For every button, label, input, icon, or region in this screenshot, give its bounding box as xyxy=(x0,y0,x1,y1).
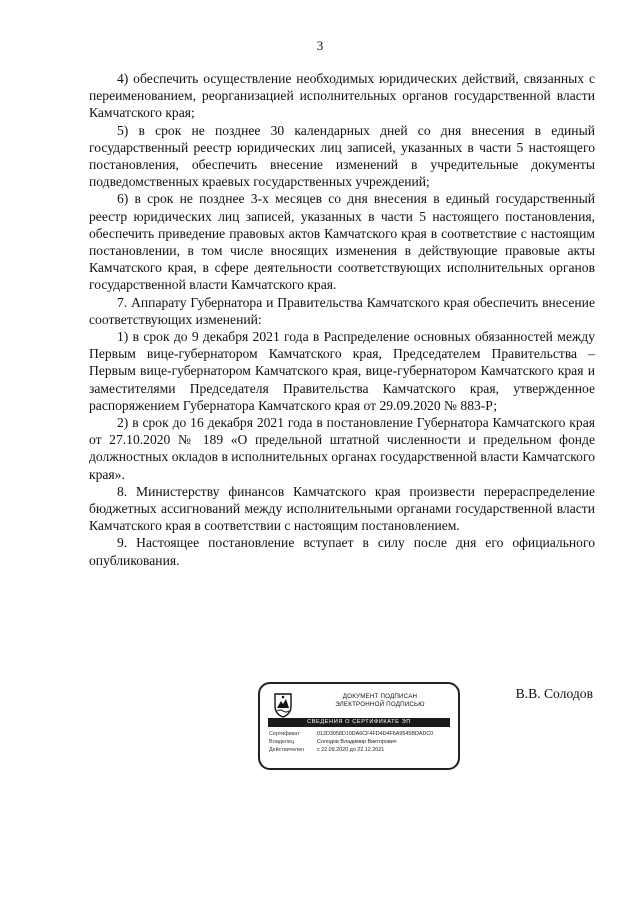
paragraph-9-effective: 9. Настоящее постановление вступает в силу после дня его официального опубликования. xyxy=(89,535,595,568)
paragraph-6-legal-acts: 6) в срок не позднее 3-х месяцев со дня внесения в единый государственный реестр юридических лиц записей, указанных в части 5 настоящего постановления, обеспечить приведение правовых актов Камчатского края в соответствие с настоящим постановлении, в том числе вносящих изменения в действующие правовые акты Камчатского края, в сфере деятельности соответствующих исполнительных органов государственной власти Камчатского края. xyxy=(89,191,595,293)
stamp-row-key: Владелец xyxy=(269,739,294,745)
stamp-certificate-details xyxy=(269,730,455,754)
stamp-title-line-1: ДОКУМЕНТ ПОДПИСАН xyxy=(342,693,418,700)
stamp-title xyxy=(310,693,450,709)
stamp-row-key: Сертификат xyxy=(269,731,300,737)
stamp-row-validity xyxy=(269,746,455,754)
stamp-certificate-header: СВЕДЕНИЯ О СЕРТИФИКАТЕ ЭП xyxy=(268,718,450,727)
stamp-row-key: Действителен xyxy=(269,747,305,753)
stamp-row-value: 012D3058D10DA6CF4FD4D4F6A9545BDADC0 xyxy=(317,731,434,737)
stamp-row-owner xyxy=(269,738,455,746)
paragraph-8-finance: 8. Министерству финансов Камчатского края произвести перераспределение бюджетных ассигнований между исполнительными органами государственной власти Камчатского края в соответствии с настоящим постановлением. xyxy=(89,483,595,534)
paragraph-7-apparatus: 7. Аппарату Губернатора и Правительства Камчатского края обеспечить внесение соответствующих изменений: xyxy=(89,294,595,327)
paragraph-5-charter-changes: 5) в срок не позднее 30 календарных дней со дня внесения в единый государственный реестр юридических лиц записей, указанных в части 5 настоящего постановления, обеспечить внесение изменений в учредительные документы подведомственных краевых государственных учреждений; xyxy=(89,122,595,190)
paragraph-7-2-staffing: 2) в срок до 16 декабря 2021 года в постановление Губернатора Камчатского края от 27.10.2020 № 189 «О предельной штатной численности и предельном фонде должностных окладов в исполнительных органах государственной власти Камчатского края». xyxy=(89,415,595,482)
stamp-title-line-2: ЭЛЕКТРОННОЙ ПОДПИСЬЮ xyxy=(335,701,425,708)
page-number: 3 xyxy=(316,38,324,53)
stamp-row-value: с 22.09.2020 до 22.12.2021 xyxy=(317,747,385,753)
stamp-row-certificate xyxy=(269,730,455,738)
paragraph-7-1-duties: 1) в срок до 9 декабря 2021 года в Распределение основных обязанностей между Первым вице-губернатором Камчатского края, Председателем Правительства – Первым вице-губернатором Камчатского края, вице-губернатором Камчатского края и заместителями Председателя Правительства Камчатского края, утвержденное распоряжением Губернатора Камчатского края от 29.09.2020 № 883-Р; xyxy=(89,329,595,413)
signer-name: В.В. Солодов xyxy=(515,686,593,701)
digital-signature-stamp xyxy=(258,682,460,770)
document-body xyxy=(89,70,595,569)
coat-of-arms-icon xyxy=(272,692,294,718)
paragraph-4-legal-actions: 4) обеспечить осуществление необходимых юридических действий, связанных с переименованием, реорганизацией исполнительных органов государственной власти Камчатского края; xyxy=(89,71,595,121)
stamp-row-value: Солодов Владимир Викторович xyxy=(317,739,397,745)
